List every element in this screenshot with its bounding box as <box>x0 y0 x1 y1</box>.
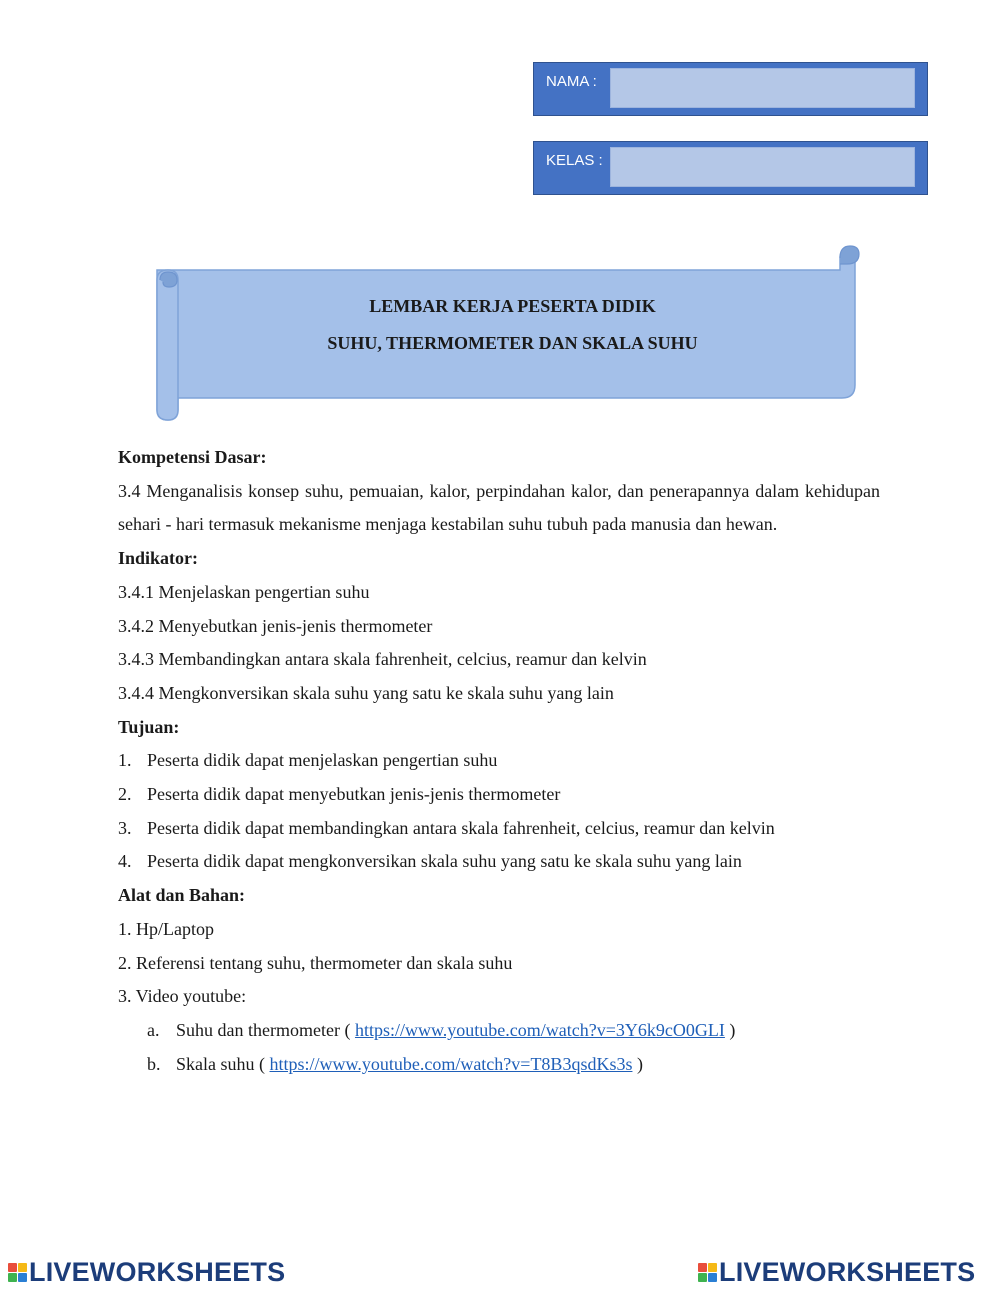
indikator-heading: Indikator: <box>118 548 199 569</box>
kompetensi-heading: Kompetensi Dasar: <box>118 447 267 467</box>
alat-heading: Alat dan Bahan: <box>118 885 246 906</box>
name-field-box <box>533 62 928 116</box>
tujuan-item: 2. Peserta didik dapat menyebutkan jenis-jenis thermometer <box>118 784 561 805</box>
tujuan-heading: Tujuan: <box>118 716 180 737</box>
logo-text: LIVEWORKSHEETS <box>719 1256 976 1287</box>
class-label: KELAS : <box>546 152 603 169</box>
tujuan-item: 1. Peserta didik dapat menjelaskan pengertian suhu <box>118 750 498 771</box>
alat-item: 1. Hp/Laptop <box>118 918 214 939</box>
logo-blocks-icon <box>698 1263 717 1282</box>
tujuan-item: 3. Peserta didik dapat membandingkan antara skala fahrenheit, celcius, reamur dan kelvin <box>118 817 775 838</box>
video-item: b. Skala suhu ( https://www.youtube.com/watch?v=T8B3qsdKs3s ) <box>147 1053 643 1074</box>
indikator-item: 3.4.4 Mengkonversikan skala suhu yang satu ke skala suhu yang lain <box>118 682 614 703</box>
video-item: a. Suhu dan thermometer ( https://www.youtube.com/watch?v=3Y6k9cO0GLI ) <box>147 1019 736 1040</box>
liveworksheets-logo-left <box>8 1256 285 1288</box>
indikator-item: 3.4.2 Menyebutkan jenis-jenis thermometer <box>118 615 433 636</box>
class-input[interactable] <box>610 147 915 187</box>
banner-title-line2: SUHU, THERMOMETER DAN SKALA SUHU <box>327 333 698 353</box>
kompetensi-text: 3.4 Menganalisis konsep suhu, pemuaian, kalor, perpindahan kalor, dan penerapannya dalam kehidupan sehari - hari termasuk mekanisme menjaga kestabilan suhu tubuh pada manusia dan hewan. <box>118 480 880 535</box>
indikator-item: 3.4.3 Membandingkan antara skala fahrenheit, celcius, reamur dan kelvin <box>118 649 647 670</box>
class-field-box <box>533 141 928 195</box>
video-link-suhu[interactable]: https://www.youtube.com/watch?v=3Y6k9cO0GLI <box>354 1019 725 1040</box>
indikator-item: 3.4.1 Menjelaskan pengertian suhu <box>118 581 370 602</box>
tujuan-item: 4. Peserta didik dapat mengkonversikan skala suhu yang satu ke skala suhu yang lain <box>118 851 742 872</box>
alat-item: 3. Video youtube: <box>118 986 247 1007</box>
logo-text: LIVEWORKSHEETS <box>29 1256 286 1287</box>
liveworksheets-logo-right <box>698 1256 975 1288</box>
logo-blocks-icon <box>8 1263 27 1282</box>
name-label: NAMA : <box>546 73 597 90</box>
banner-title-line1: LEMBAR KERJA PESERTA DIDIK <box>369 296 656 316</box>
name-input[interactable] <box>610 68 915 108</box>
alat-item: 2. Referensi tentang suhu, thermometer dan skala suhu <box>118 952 513 973</box>
worksheet-content <box>118 441 880 1081</box>
video-link-skala[interactable]: https://www.youtube.com/watch?v=T8B3qsdKs3s <box>269 1053 633 1074</box>
